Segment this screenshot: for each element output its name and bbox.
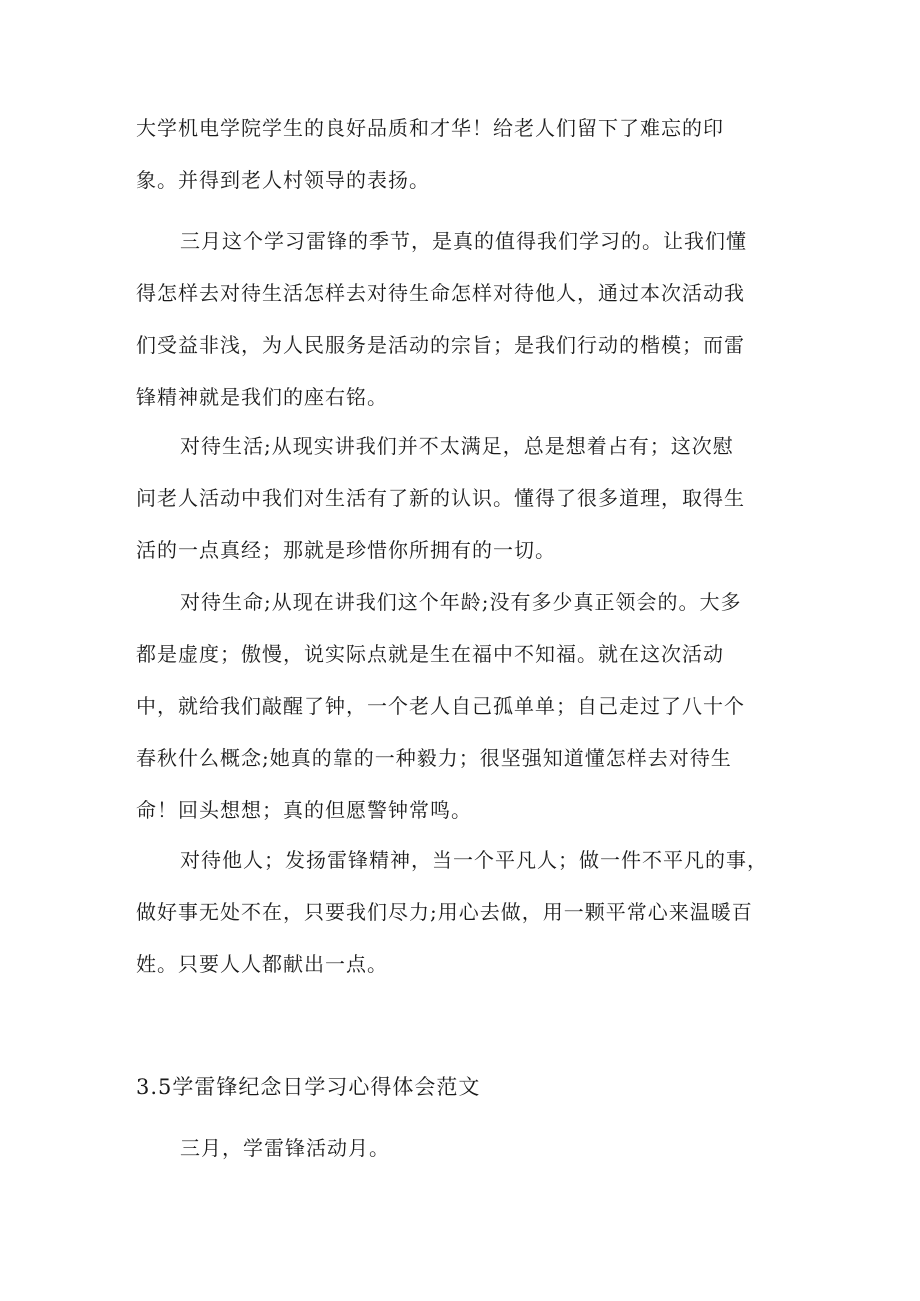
paragraph-line: 活的一点真经；那就是珍惜你所拥有的一切。 — [136, 538, 556, 562]
paragraph-line: 得怎样去对待生活怎样去对待生命怎样对待他人，通过本次活动我 — [136, 281, 745, 305]
paragraph-line: 们受益非浅，为人民服务是活动的宗旨；是我们行动的楷模；而雷 — [136, 333, 745, 357]
paragraph-line: 三月，学雷锋活动月。 — [180, 1136, 390, 1160]
paragraph-line: 姓。只要人人都献出一点。 — [136, 952, 388, 976]
paragraph-line: 做好事无处不在，只要我们尽力;用心去做，用一颗平常心来温暖百 — [136, 900, 753, 924]
paragraph-2 — [136, 215, 776, 423]
paragraph-line: 象。并得到老人村领导的表扬。 — [136, 168, 430, 192]
paragraph-line: 三月这个学习雷锋的季节，是真的值得我们学习的。让我们懂 — [180, 229, 747, 253]
paragraph-line: 对待生活;从现实讲我们并不太满足，总是想着占有；这次慰 — [180, 434, 734, 458]
paragraph-5 — [136, 834, 776, 990]
section-heading: 3.5学雷锋纪念日学习心得体会范文 — [136, 1075, 481, 1099]
paragraph-line: 命！回头想想；真的但愿警钟常鸣。 — [136, 798, 472, 822]
paragraph-line: 对待生命;从现在讲我们这个年龄;没有多少真正领会的。大多 — [180, 590, 742, 614]
paragraph-1 — [136, 102, 776, 206]
paragraph-line: 春秋什么概念;她真的靠的一种毅力；很坚强知道懂怎样去对待生 — [136, 746, 732, 770]
paragraph-4 — [136, 576, 776, 836]
paragraph-line: 大学机电学院学生的良好品质和才华！给老人们留下了难忘的印 — [136, 116, 724, 140]
paragraph-line: 锋精神就是我们的座右铭。 — [136, 385, 388, 409]
paragraph-6 — [136, 1122, 776, 1174]
paragraph-line: 问老人活动中我们对生活有了新的认识。懂得了很多道理，取得生 — [136, 486, 745, 510]
paragraph-line: 中，就给我们敲醒了钟，一个老人自己孤单单；自己走过了八十个 — [136, 694, 745, 718]
paragraph-3 — [136, 420, 776, 576]
paragraph-line: 对待他人；发扬雷锋精神，当一个平凡人；做一件不平凡的事， — [180, 848, 768, 872]
paragraph-line: 都是虚度；傲慢，说实际点就是生在福中不知福。就在这次活动 — [136, 642, 724, 666]
